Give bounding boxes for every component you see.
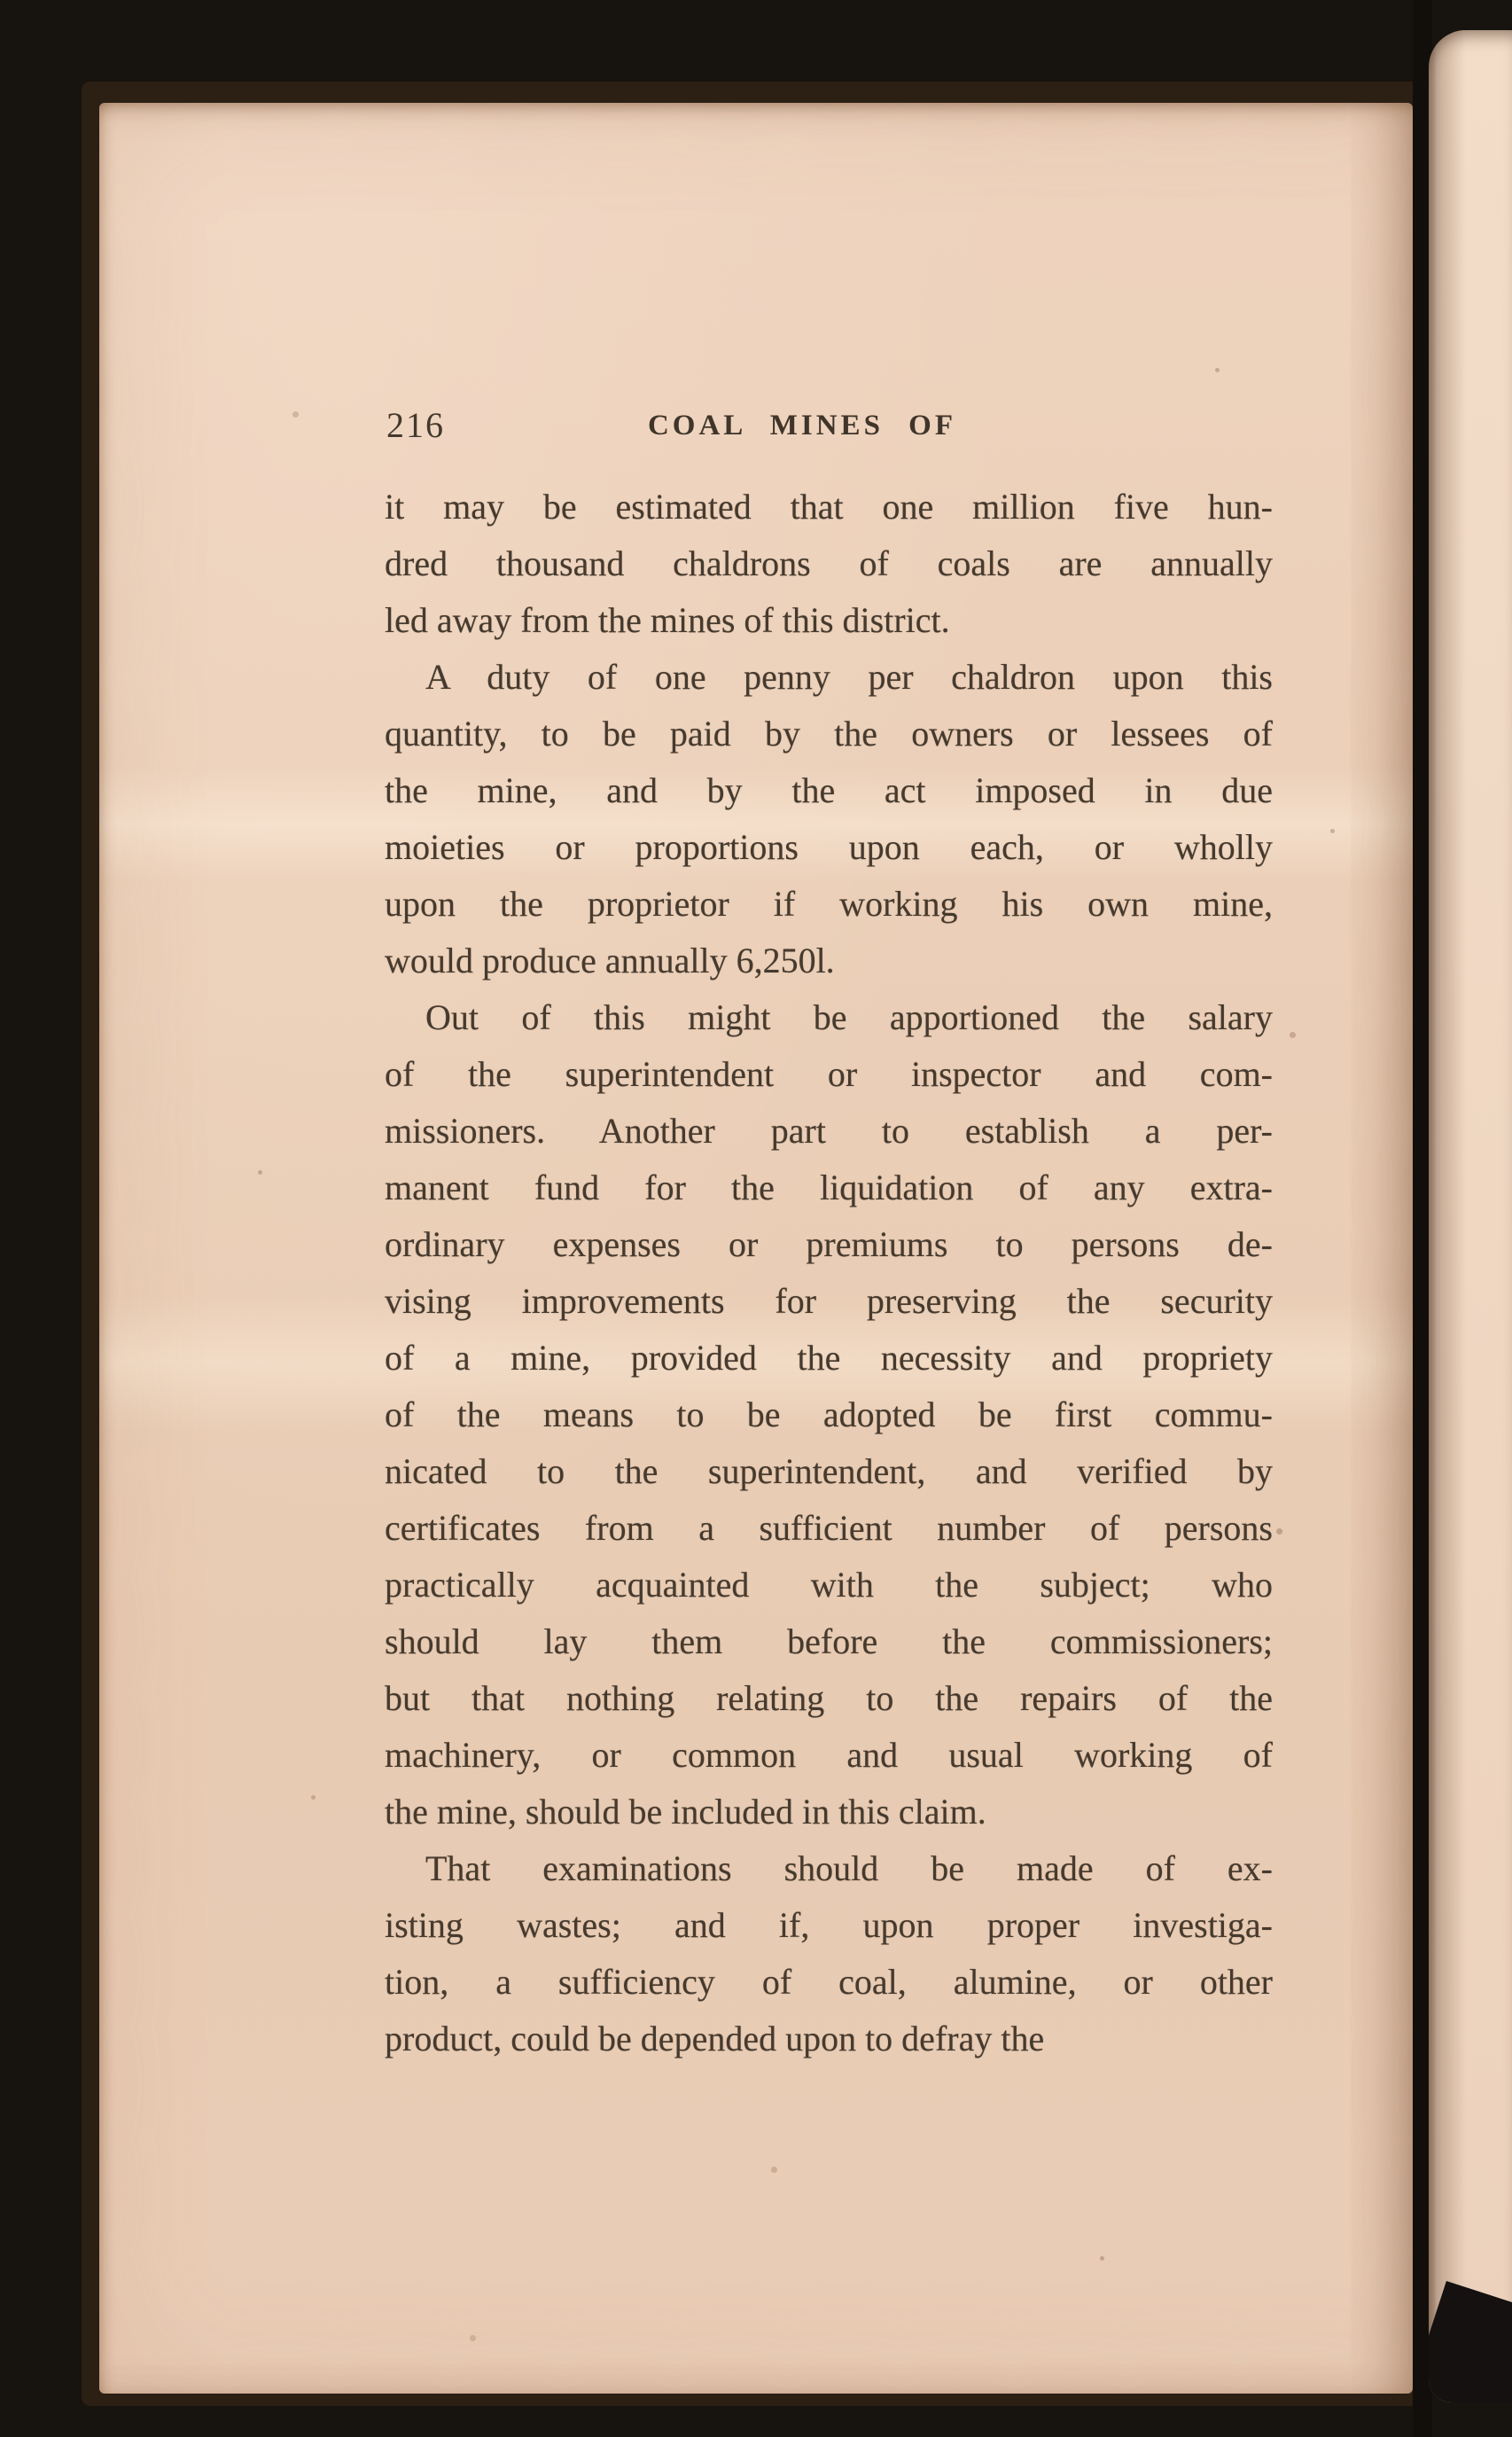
text-line: certificates from a sufficient number of persons bbox=[385, 1508, 1273, 1548]
text-line: the mine, and by the act imposed in due bbox=[385, 770, 1273, 810]
text-line: A duty of one penny per chaldron upon this bbox=[425, 657, 1273, 697]
text-line: dred thousand chaldrons of coals are annually bbox=[385, 543, 1273, 583]
running-header: COAL MINES OF bbox=[647, 410, 957, 441]
text-line: but that nothing relating to the repairs of the bbox=[385, 1678, 1273, 1718]
paper-speckles bbox=[99, 103, 102, 105]
text-line: moieties or proportions upon each, or wholly bbox=[385, 827, 1273, 867]
page-content bbox=[385, 402, 1273, 2067]
next-page-edge bbox=[1429, 30, 1512, 2402]
text-line: missioners. Another part to establish a per- bbox=[385, 1111, 1273, 1151]
text-line: led away from the mines of this district. bbox=[385, 600, 950, 640]
text-line: practically acquainted with the subject; who bbox=[385, 1565, 1273, 1605]
text-line: isting wastes; and if, upon proper investiga- bbox=[385, 1905, 1273, 1945]
page-number: 216 bbox=[386, 405, 445, 445]
text-line: the mine, should be included in this claim. bbox=[385, 1792, 986, 1832]
text-line: of the superintendent or inspector and com- bbox=[385, 1054, 1273, 1094]
text-line: manent fund for the liquidation of any extra- bbox=[385, 1168, 1273, 1207]
text-line: should lay them before the commissioners; bbox=[385, 1621, 1273, 1661]
text-line: product, could be depended upon to defray the bbox=[385, 2019, 1045, 2058]
text-line: vising improvements for preserving the security bbox=[385, 1281, 1273, 1321]
text-line: tion, a sufficiency of coal, alumine, or other bbox=[385, 1962, 1273, 2002]
text-line: upon the proprietor if working his own mine, bbox=[385, 884, 1273, 924]
page-curl-shadow bbox=[1429, 2281, 1512, 2402]
book-page bbox=[99, 103, 1413, 2394]
body-text bbox=[385, 479, 1273, 2067]
text-line: of a mine, provided the necessity and propriety bbox=[385, 1338, 1273, 1378]
text-line: it may be estimated that one million five hun- bbox=[385, 487, 1273, 527]
text-line: quantity, to be paid by the owners or lessees of bbox=[385, 714, 1273, 754]
page-header bbox=[385, 402, 1273, 447]
text-line: machinery, or common and usual working of bbox=[385, 1735, 1273, 1775]
text-line: That examinations should be made of ex- bbox=[425, 1848, 1273, 1888]
text-line: of the means to be adopted be first commu- bbox=[385, 1394, 1273, 1434]
text-line: Out of this might be apportioned the salary bbox=[425, 997, 1273, 1037]
text-line: nicated to the superintendent, and verified by bbox=[385, 1451, 1273, 1491]
text-line: ordinary expenses or premiums to persons de- bbox=[385, 1224, 1273, 1264]
text-line: would produce annually 6,250l. bbox=[385, 941, 835, 980]
